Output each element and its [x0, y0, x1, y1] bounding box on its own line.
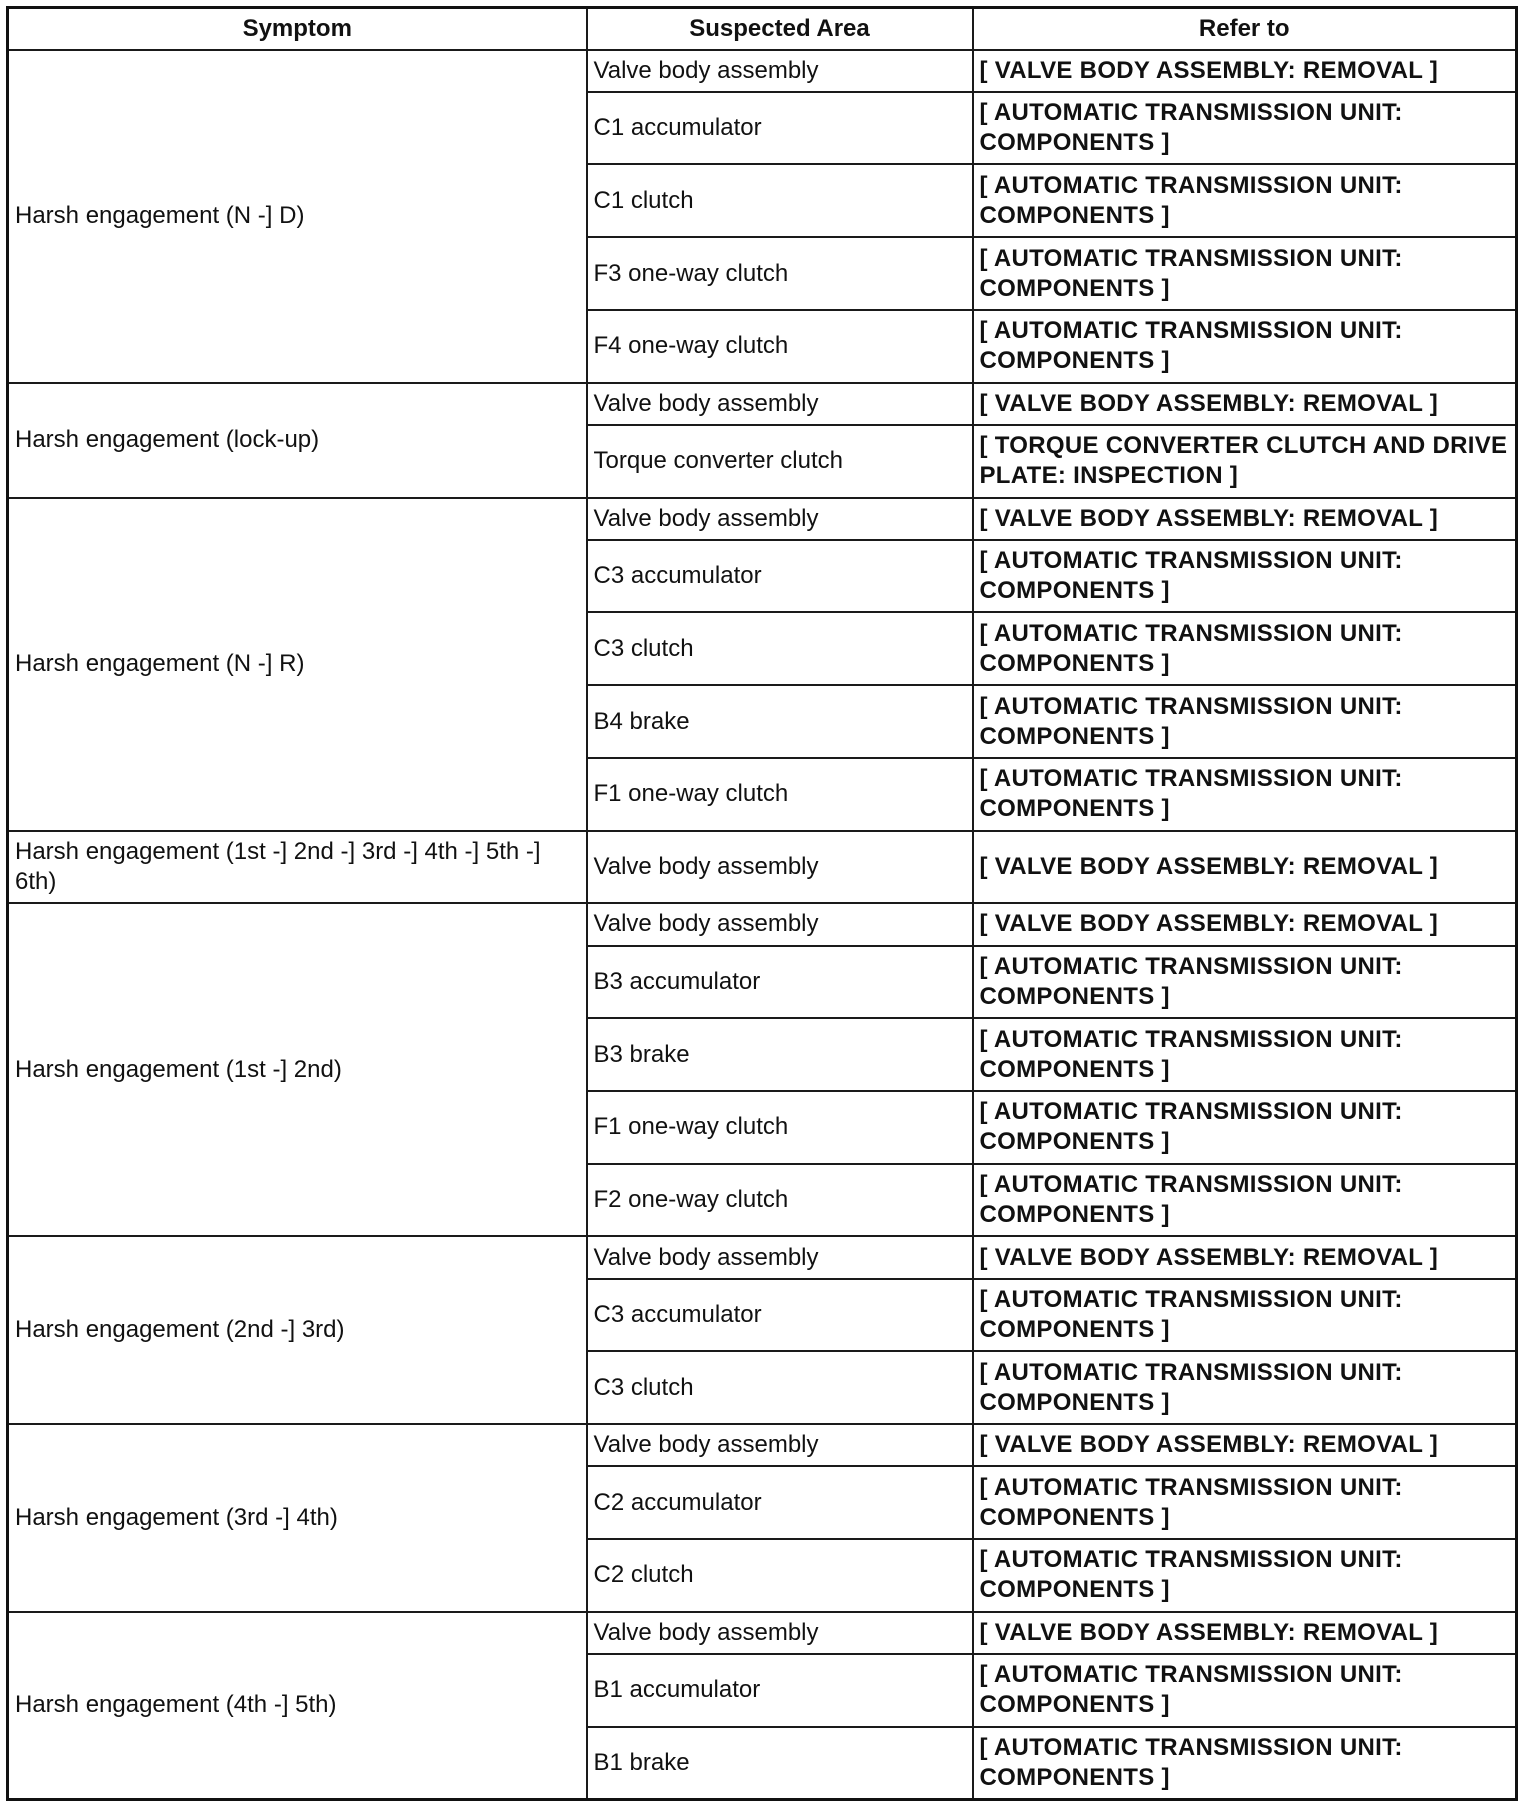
suspected-area-cell: C3 accumulator: [587, 540, 973, 613]
suspected-area-cell: Valve body assembly: [587, 1236, 973, 1278]
refer-to-cell: [ AUTOMATIC TRANSMISSION UNIT: COMPONENTS ]: [973, 540, 1517, 613]
refer-to-cell: [ AUTOMATIC TRANSMISSION UNIT: COMPONENTS ]: [973, 685, 1517, 758]
table-row: [8, 831, 1517, 904]
refer-to-cell: [ VALVE BODY ASSEMBLY: REMOVAL ]: [973, 1424, 1517, 1466]
refer-to-cell: [ AUTOMATIC TRANSMISSION UNIT: COMPONENTS ]: [973, 1279, 1517, 1352]
symptom-cell: Harsh engagement (1st -] 2nd): [8, 903, 587, 1236]
refer-to-cell: [ AUTOMATIC TRANSMISSION UNIT: COMPONENTS ]: [973, 946, 1517, 1019]
symptom-cell: Harsh engagement (lock-up): [8, 383, 587, 498]
header-suspected-area: Suspected Area: [587, 8, 973, 50]
suspected-area-cell: F1 one-way clutch: [587, 1091, 973, 1164]
table-row: [8, 50, 1517, 92]
suspected-area-cell: B1 accumulator: [587, 1654, 973, 1727]
refer-to-cell: [ AUTOMATIC TRANSMISSION UNIT: COMPONENTS ]: [973, 164, 1517, 237]
suspected-area-cell: Valve body assembly: [587, 383, 973, 425]
suspected-area-cell: C3 accumulator: [587, 1279, 973, 1352]
refer-to-cell: [ AUTOMATIC TRANSMISSION UNIT: COMPONENTS ]: [973, 1654, 1517, 1727]
refer-to-cell: [ AUTOMATIC TRANSMISSION UNIT: COMPONENTS ]: [973, 310, 1517, 383]
refer-to-cell: [ AUTOMATIC TRANSMISSION UNIT: COMPONENTS ]: [973, 237, 1517, 310]
refer-to-cell: [ AUTOMATIC TRANSMISSION UNIT: COMPONENTS ]: [973, 1727, 1517, 1800]
suspected-area-cell: Valve body assembly: [587, 903, 973, 945]
suspected-area-cell: F1 one-way clutch: [587, 758, 973, 831]
table-body: [8, 50, 1517, 1800]
refer-to-cell: [ AUTOMATIC TRANSMISSION UNIT: COMPONENTS ]: [973, 1351, 1517, 1424]
table-row: [8, 1424, 1517, 1466]
suspected-area-cell: F2 one-way clutch: [587, 1164, 973, 1237]
suspected-area-cell: F4 one-way clutch: [587, 310, 973, 383]
suspected-area-cell: Valve body assembly: [587, 1424, 973, 1466]
suspected-area-cell: B4 brake: [587, 685, 973, 758]
diagnosis-table: [6, 6, 1518, 1801]
suspected-area-cell: C1 accumulator: [587, 92, 973, 165]
suspected-area-cell: C2 accumulator: [587, 1466, 973, 1539]
header-row: [8, 8, 1517, 50]
table-row: [8, 1612, 1517, 1654]
refer-to-cell: [ AUTOMATIC TRANSMISSION UNIT: COMPONENTS ]: [973, 92, 1517, 165]
refer-to-cell: [ AUTOMATIC TRANSMISSION UNIT: COMPONENTS ]: [973, 1164, 1517, 1237]
suspected-area-cell: Valve body assembly: [587, 831, 973, 904]
refer-to-cell: [ VALVE BODY ASSEMBLY: REMOVAL ]: [973, 50, 1517, 92]
suspected-area-cell: Valve body assembly: [587, 498, 973, 540]
suspected-area-cell: B3 accumulator: [587, 946, 973, 1019]
refer-to-cell: [ VALVE BODY ASSEMBLY: REMOVAL ]: [973, 903, 1517, 945]
refer-to-cell: [ VALVE BODY ASSEMBLY: REMOVAL ]: [973, 1612, 1517, 1654]
refer-to-cell: [ VALVE BODY ASSEMBLY: REMOVAL ]: [973, 831, 1517, 904]
symptom-cell: Harsh engagement (N -] R): [8, 498, 587, 831]
refer-to-cell: [ AUTOMATIC TRANSMISSION UNIT: COMPONENTS ]: [973, 1539, 1517, 1612]
table-row: [8, 498, 1517, 540]
suspected-area-cell: F3 one-way clutch: [587, 237, 973, 310]
symptom-cell: Harsh engagement (4th -] 5th): [8, 1612, 587, 1800]
refer-to-cell: [ VALVE BODY ASSEMBLY: REMOVAL ]: [973, 498, 1517, 540]
suspected-area-cell: C3 clutch: [587, 1351, 973, 1424]
suspected-area-cell: Valve body assembly: [587, 50, 973, 92]
symptom-cell: Harsh engagement (2nd -] 3rd): [8, 1236, 587, 1424]
suspected-area-cell: B3 brake: [587, 1018, 973, 1091]
table-row: [8, 383, 1517, 425]
symptom-cell: Harsh engagement (N -] D): [8, 50, 587, 383]
refer-to-cell: [ VALVE BODY ASSEMBLY: REMOVAL ]: [973, 1236, 1517, 1278]
refer-to-cell: [ VALVE BODY ASSEMBLY: REMOVAL ]: [973, 383, 1517, 425]
refer-to-cell: [ AUTOMATIC TRANSMISSION UNIT: COMPONENTS ]: [973, 612, 1517, 685]
table-row: [8, 1236, 1517, 1278]
refer-to-cell: [ TORQUE CONVERTER CLUTCH AND DRIVE PLATE: INSPECTION ]: [973, 425, 1517, 498]
header-symptom: Symptom: [8, 8, 587, 50]
suspected-area-cell: Valve body assembly: [587, 1612, 973, 1654]
refer-to-cell: [ AUTOMATIC TRANSMISSION UNIT: COMPONENTS ]: [973, 1018, 1517, 1091]
symptom-cell: Harsh engagement (1st -] 2nd -] 3rd -] 4th -] 5th -] 6th): [8, 831, 587, 904]
suspected-area-cell: C3 clutch: [587, 612, 973, 685]
table-row: [8, 903, 1517, 945]
refer-to-cell: [ AUTOMATIC TRANSMISSION UNIT: COMPONENTS ]: [973, 1466, 1517, 1539]
refer-to-cell: [ AUTOMATIC TRANSMISSION UNIT: COMPONENTS ]: [973, 1091, 1517, 1164]
suspected-area-cell: C2 clutch: [587, 1539, 973, 1612]
suspected-area-cell: B1 brake: [587, 1727, 973, 1800]
refer-to-cell: [ AUTOMATIC TRANSMISSION UNIT: COMPONENTS ]: [973, 758, 1517, 831]
suspected-area-cell: Torque converter clutch: [587, 425, 973, 498]
header-refer-to: Refer to: [973, 8, 1517, 50]
suspected-area-cell: C1 clutch: [587, 164, 973, 237]
symptom-cell: Harsh engagement (3rd -] 4th): [8, 1424, 587, 1612]
